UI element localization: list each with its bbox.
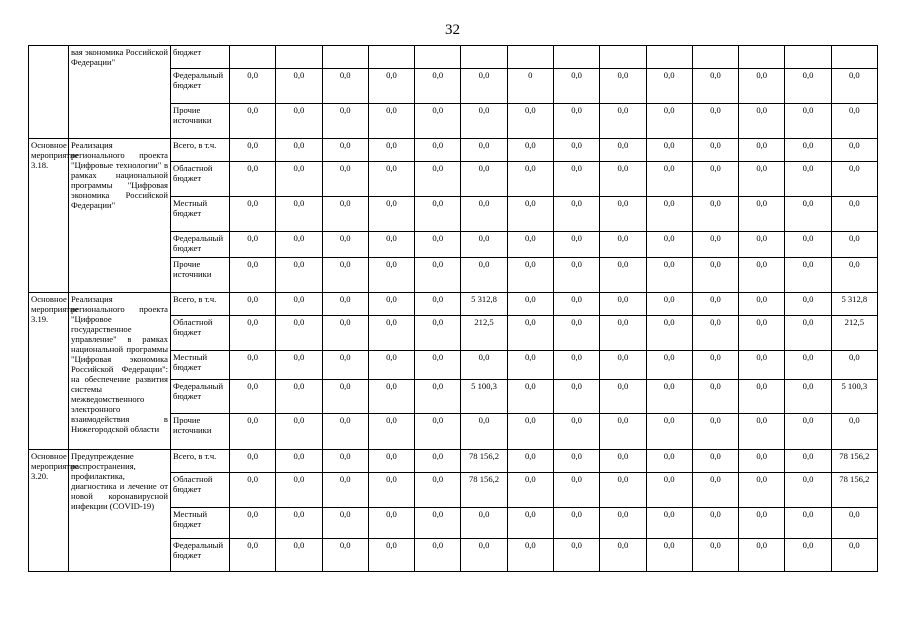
amount-cell: 0,0 [322, 197, 368, 232]
amount-cell: 0,0 [415, 232, 461, 258]
amount-cell: 0,0 [646, 380, 692, 414]
amount-cell: 0,0 [230, 414, 276, 450]
amount-cell: 0,0 [415, 450, 461, 473]
amount-cell: 0,0 [831, 139, 877, 162]
amount-cell: 0,0 [600, 258, 646, 293]
table-row [29, 139, 878, 162]
amount-cell [831, 46, 877, 69]
amount-cell: 0,0 [646, 473, 692, 508]
amount-cell: 0,0 [739, 197, 785, 232]
amount-cell: 0,0 [739, 351, 785, 380]
amount-cell: 0,0 [461, 69, 507, 104]
amount-cell: 0,0 [600, 69, 646, 104]
amount-cell: 0,0 [553, 162, 599, 197]
amount-cell: 0,0 [785, 380, 831, 414]
amount-cell: 0,0 [276, 414, 322, 450]
amount-cell [415, 46, 461, 69]
amount-cell: 0,0 [461, 508, 507, 539]
amount-cell: 0,0 [507, 258, 553, 293]
amount-cell: 0,0 [739, 508, 785, 539]
amount-cell: 0,0 [646, 414, 692, 450]
amount-cell: 0,0 [507, 293, 553, 316]
amount-cell: 0,0 [553, 351, 599, 380]
activity-name: вая экономика Российской Федерации" [69, 46, 171, 139]
amount-cell: 0,0 [553, 197, 599, 232]
activity-code [29, 46, 69, 139]
amount-cell: 0,0 [322, 380, 368, 414]
amount-cell: 0,0 [322, 473, 368, 508]
amount-cell: 0,0 [415, 258, 461, 293]
amount-cell: 0,0 [739, 139, 785, 162]
amount-cell: 0,0 [600, 139, 646, 162]
amount-cell [276, 46, 322, 69]
amount-cell: 0,0 [785, 162, 831, 197]
amount-cell: 0,0 [230, 293, 276, 316]
amount-cell: 0,0 [415, 197, 461, 232]
amount-cell: 0,0 [785, 258, 831, 293]
amount-cell: 0,0 [831, 258, 877, 293]
amount-cell: 0,0 [831, 539, 877, 572]
amount-cell: 0,0 [461, 351, 507, 380]
amount-cell: 212,5 [831, 316, 877, 351]
amount-cell: 0,0 [507, 232, 553, 258]
amount-cell: 0,0 [415, 351, 461, 380]
amount-cell: 0,0 [230, 316, 276, 351]
amount-cell: 0,0 [553, 539, 599, 572]
amount-cell: 0,0 [368, 293, 414, 316]
amount-cell: 0,0 [415, 539, 461, 572]
amount-cell: 0,0 [646, 351, 692, 380]
amount-cell: 0,0 [322, 162, 368, 197]
amount-cell: 212,5 [461, 316, 507, 351]
activity-name: Предупреждение распространения, профилактика, диагностика и лечение от новой коронавирусной инфекции (COVID-19) [69, 450, 171, 572]
amount-cell: 0,0 [276, 232, 322, 258]
amount-cell: 0,0 [692, 258, 738, 293]
amount-cell: 0,0 [739, 414, 785, 450]
amount-cell: 0,0 [600, 104, 646, 139]
funding-source: Федеральный бюджет [171, 232, 230, 258]
amount-cell: 0,0 [230, 69, 276, 104]
amount-cell: 0,0 [692, 539, 738, 572]
amount-cell: 0,0 [692, 104, 738, 139]
table-row [29, 450, 878, 473]
amount-cell: 0,0 [276, 450, 322, 473]
amount-cell: 0,0 [322, 258, 368, 293]
amount-cell: 0,0 [692, 232, 738, 258]
amount-cell: 0,0 [739, 380, 785, 414]
amount-cell: 0,0 [230, 351, 276, 380]
amount-cell: 0,0 [600, 380, 646, 414]
amount-cell: 0,0 [646, 197, 692, 232]
amount-cell: 0,0 [553, 69, 599, 104]
amount-cell: 0,0 [553, 232, 599, 258]
funding-source: Областной бюджет [171, 316, 230, 351]
amount-cell: 0,0 [368, 414, 414, 450]
amount-cell: 0,0 [415, 414, 461, 450]
amount-cell: 0,0 [507, 450, 553, 473]
amount-cell: 0,0 [739, 258, 785, 293]
funding-source: Федеральный бюджет [171, 539, 230, 572]
amount-cell [368, 46, 414, 69]
amount-cell [230, 46, 276, 69]
amount-cell: 0,0 [646, 508, 692, 539]
amount-cell: 0,0 [461, 258, 507, 293]
amount-cell: 0,0 [553, 258, 599, 293]
amount-cell: 0,0 [507, 380, 553, 414]
amount-cell: 0,0 [785, 104, 831, 139]
amount-cell: 0,0 [739, 450, 785, 473]
funding-source: Федеральный бюджет [171, 69, 230, 104]
amount-cell: 0,0 [831, 104, 877, 139]
amount-cell: 78 156,2 [461, 473, 507, 508]
amount-cell: 5 100,3 [831, 380, 877, 414]
amount-cell: 0,0 [507, 316, 553, 351]
amount-cell: 0,0 [230, 450, 276, 473]
amount-cell: 0,0 [600, 197, 646, 232]
funding-source: Федеральный бюджет [171, 380, 230, 414]
amount-cell: 0,0 [692, 139, 738, 162]
amount-cell: 0,0 [785, 293, 831, 316]
amount-cell: 0,0 [739, 539, 785, 572]
amount-cell [553, 46, 599, 69]
amount-cell: 0,0 [553, 450, 599, 473]
amount-cell [646, 46, 692, 69]
amount-cell: 0,0 [553, 414, 599, 450]
amount-cell: 0,0 [461, 232, 507, 258]
amount-cell: 0,0 [831, 197, 877, 232]
amount-cell: 0,0 [368, 69, 414, 104]
amount-cell: 0 [507, 69, 553, 104]
amount-cell: 0,0 [368, 473, 414, 508]
activity-code: Основное мероприятие 3.18. [29, 139, 69, 293]
amount-cell: 0,0 [322, 104, 368, 139]
amount-cell: 5 100,3 [461, 380, 507, 414]
amount-cell: 0,0 [415, 162, 461, 197]
amount-cell: 0,0 [461, 414, 507, 450]
amount-cell: 0,0 [230, 258, 276, 293]
amount-cell: 0,0 [415, 69, 461, 104]
amount-cell: 0,0 [646, 162, 692, 197]
amount-cell: 0,0 [368, 316, 414, 351]
amount-cell: 0,0 [507, 351, 553, 380]
budget-table [28, 45, 878, 572]
amount-cell: 0,0 [368, 508, 414, 539]
amount-cell: 0,0 [276, 293, 322, 316]
amount-cell: 0,0 [322, 293, 368, 316]
funding-source: Прочие источники [171, 414, 230, 450]
amount-cell: 0,0 [276, 139, 322, 162]
amount-cell [600, 46, 646, 69]
amount-cell: 0,0 [600, 316, 646, 351]
amount-cell: 0,0 [368, 450, 414, 473]
amount-cell: 0,0 [368, 380, 414, 414]
amount-cell: 0,0 [692, 450, 738, 473]
funding-source: Прочие источники [171, 258, 230, 293]
amount-cell: 0,0 [600, 508, 646, 539]
amount-cell: 0,0 [276, 258, 322, 293]
activity-name: Реализация регионального проекта "Цифровые технологии" в рамках национальной программы "Цифровая экономика Российской Федерации" [69, 139, 171, 293]
amount-cell: 0,0 [461, 104, 507, 139]
amount-cell: 0,0 [461, 162, 507, 197]
amount-cell: 0,0 [276, 508, 322, 539]
amount-cell: 0,0 [322, 351, 368, 380]
amount-cell: 0,0 [230, 139, 276, 162]
amount-cell: 0,0 [692, 508, 738, 539]
amount-cell: 0,0 [646, 293, 692, 316]
amount-cell: 0,0 [415, 316, 461, 351]
amount-cell: 0,0 [415, 139, 461, 162]
amount-cell: 0,0 [322, 139, 368, 162]
amount-cell: 0,0 [230, 197, 276, 232]
amount-cell: 5 312,8 [831, 293, 877, 316]
amount-cell: 0,0 [553, 508, 599, 539]
amount-cell: 0,0 [368, 197, 414, 232]
amount-cell: 0,0 [322, 508, 368, 539]
amount-cell: 0,0 [646, 258, 692, 293]
amount-cell: 0,0 [600, 539, 646, 572]
amount-cell: 0,0 [322, 232, 368, 258]
amount-cell: 0,0 [553, 139, 599, 162]
amount-cell: 0,0 [831, 162, 877, 197]
amount-cell: 0,0 [785, 69, 831, 104]
amount-cell: 0,0 [415, 508, 461, 539]
amount-cell: 0,0 [415, 380, 461, 414]
amount-cell: 0,0 [646, 104, 692, 139]
amount-cell: 0,0 [553, 104, 599, 139]
amount-cell: 0,0 [692, 69, 738, 104]
amount-cell: 0,0 [276, 473, 322, 508]
amount-cell: 0,0 [230, 104, 276, 139]
amount-cell: 78 156,2 [461, 450, 507, 473]
funding-source: Местный бюджет [171, 351, 230, 380]
amount-cell: 0,0 [507, 104, 553, 139]
amount-cell: 0,0 [600, 450, 646, 473]
amount-cell: 0,0 [600, 232, 646, 258]
amount-cell: 0,0 [276, 162, 322, 197]
amount-cell: 0,0 [276, 69, 322, 104]
amount-cell: 0,0 [507, 414, 553, 450]
amount-cell: 0,0 [461, 197, 507, 232]
amount-cell: 0,0 [276, 104, 322, 139]
budget-table-body [29, 46, 878, 572]
amount-cell: 0,0 [739, 232, 785, 258]
amount-cell: 0,0 [692, 316, 738, 351]
amount-cell: 0,0 [785, 351, 831, 380]
amount-cell: 5 312,8 [461, 293, 507, 316]
amount-cell: 0,0 [692, 197, 738, 232]
amount-cell: 0,0 [646, 316, 692, 351]
amount-cell: 0,0 [646, 69, 692, 104]
amount-cell: 0,0 [600, 473, 646, 508]
amount-cell: 0,0 [646, 139, 692, 162]
amount-cell: 0,0 [785, 473, 831, 508]
amount-cell: 0,0 [230, 508, 276, 539]
amount-cell: 0,0 [507, 162, 553, 197]
activity-name: Реализация регионального проекта "Цифровое государственное управление" в рамках национальной программы "Цифровая экономика Российской Федерации": на обеспечение развития системы межведомственного электронного взаимодействия в Нижегородской области [69, 293, 171, 450]
amount-cell: 0,0 [692, 380, 738, 414]
amount-cell: 0,0 [831, 508, 877, 539]
amount-cell: 0,0 [322, 414, 368, 450]
amount-cell [461, 46, 507, 69]
amount-cell: 0,0 [646, 232, 692, 258]
amount-cell: 0,0 [507, 539, 553, 572]
amount-cell: 0,0 [230, 473, 276, 508]
amount-cell: 0,0 [461, 139, 507, 162]
funding-source: Областной бюджет [171, 473, 230, 508]
funding-source: Местный бюджет [171, 508, 230, 539]
amount-cell: 0,0 [322, 316, 368, 351]
amount-cell: 0,0 [322, 69, 368, 104]
activity-code: Основное мероприятие 3.20. [29, 450, 69, 572]
amount-cell: 0,0 [368, 539, 414, 572]
funding-source: Прочие источники [171, 104, 230, 139]
amount-cell: 0,0 [739, 316, 785, 351]
amount-cell: 0,0 [553, 473, 599, 508]
amount-cell: 0,0 [368, 139, 414, 162]
amount-cell: 0,0 [276, 351, 322, 380]
amount-cell: 0,0 [785, 139, 831, 162]
amount-cell: 0,0 [785, 539, 831, 572]
table-row [29, 46, 878, 69]
amount-cell: 78 156,2 [831, 450, 877, 473]
amount-cell [322, 46, 368, 69]
amount-cell: 0,0 [276, 380, 322, 414]
amount-cell: 0,0 [507, 508, 553, 539]
amount-cell: 0,0 [553, 293, 599, 316]
amount-cell: 78 156,2 [831, 473, 877, 508]
amount-cell: 0,0 [368, 104, 414, 139]
amount-cell: 0,0 [368, 162, 414, 197]
funding-source: Всего, в т.ч. [171, 293, 230, 316]
amount-cell: 0,0 [415, 293, 461, 316]
amount-cell: 0,0 [368, 351, 414, 380]
amount-cell: 0,0 [785, 508, 831, 539]
amount-cell: 0,0 [415, 473, 461, 508]
amount-cell: 0,0 [600, 162, 646, 197]
amount-cell: 0,0 [230, 539, 276, 572]
amount-cell: 0,0 [785, 197, 831, 232]
amount-cell: 0,0 [785, 316, 831, 351]
amount-cell: 0,0 [785, 414, 831, 450]
amount-cell: 0,0 [507, 197, 553, 232]
amount-cell: 0,0 [831, 351, 877, 380]
amount-cell: 0,0 [461, 539, 507, 572]
funding-source: Всего, в т.ч. [171, 139, 230, 162]
amount-cell: 0,0 [230, 232, 276, 258]
amount-cell: 0,0 [322, 539, 368, 572]
amount-cell: 0,0 [739, 473, 785, 508]
funding-source: Всего, в т.ч. [171, 450, 230, 473]
amount-cell: 0,0 [230, 380, 276, 414]
amount-cell [692, 46, 738, 69]
amount-cell: 0,0 [646, 450, 692, 473]
amount-cell: 0,0 [507, 139, 553, 162]
amount-cell: 0,0 [831, 69, 877, 104]
funding-source: Областной бюджет [171, 162, 230, 197]
activity-code: Основное мероприятие 3.19. [29, 293, 69, 450]
amount-cell: 0,0 [739, 162, 785, 197]
amount-cell: 0,0 [739, 293, 785, 316]
amount-cell: 0,0 [646, 539, 692, 572]
amount-cell: 0,0 [415, 104, 461, 139]
table-row [29, 293, 878, 316]
amount-cell: 0,0 [322, 450, 368, 473]
amount-cell: 0,0 [692, 414, 738, 450]
amount-cell: 0,0 [276, 316, 322, 351]
amount-cell: 0,0 [785, 450, 831, 473]
amount-cell: 0,0 [739, 104, 785, 139]
amount-cell: 0,0 [600, 351, 646, 380]
page-number: 32 [445, 22, 460, 38]
amount-cell: 0,0 [739, 69, 785, 104]
amount-cell: 0,0 [507, 473, 553, 508]
amount-cell: 0,0 [600, 293, 646, 316]
amount-cell [507, 46, 553, 69]
amount-cell: 0,0 [230, 162, 276, 197]
amount-cell: 0,0 [831, 414, 877, 450]
funding-source: Местный бюджет [171, 197, 230, 232]
amount-cell: 0,0 [692, 351, 738, 380]
funding-source: бюджет [171, 46, 230, 69]
amount-cell: 0,0 [276, 539, 322, 572]
amount-cell: 0,0 [692, 293, 738, 316]
amount-cell: 0,0 [831, 232, 877, 258]
amount-cell [739, 46, 785, 69]
amount-cell [785, 46, 831, 69]
amount-cell: 0,0 [785, 232, 831, 258]
amount-cell: 0,0 [692, 162, 738, 197]
amount-cell: 0,0 [553, 316, 599, 351]
amount-cell: 0,0 [368, 232, 414, 258]
amount-cell: 0,0 [600, 414, 646, 450]
amount-cell: 0,0 [692, 473, 738, 508]
amount-cell: 0,0 [276, 197, 322, 232]
amount-cell: 0,0 [553, 380, 599, 414]
amount-cell: 0,0 [368, 258, 414, 293]
